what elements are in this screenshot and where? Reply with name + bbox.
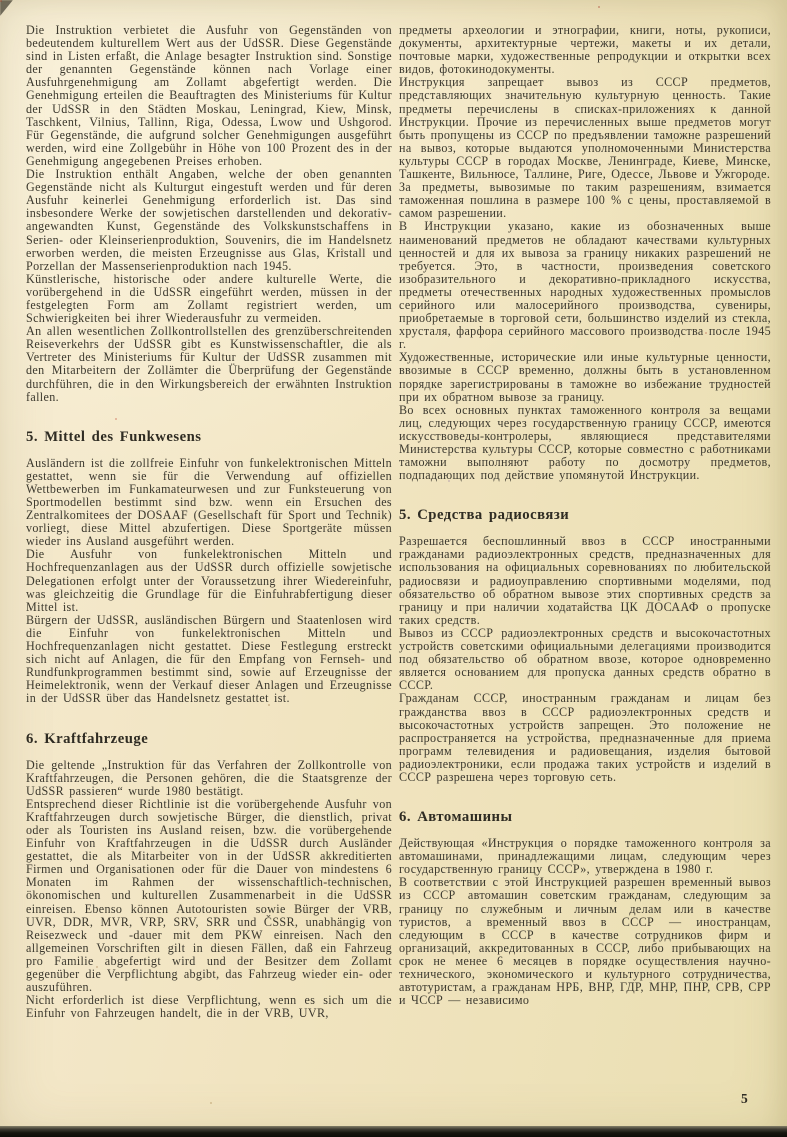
scan-corner-artifact — [0, 0, 13, 16]
paragraph-ru-8: Вывоз из СССР радиоэлектронных средств и высокочастотных устройств советскими официальными делегациями производится под обязательство об обратном ввозе, которое одновременно является основанием для пропуска данных средств обратно в СССР. — [399, 625, 771, 693]
paragraph-de-11: Nicht erforderlich ist diese Verpflichtung, wenn es sich um die Einfuhr von Fahrzeugen handelt, die in der VRB, UVR, — [26, 993, 392, 1021]
german-column — [26, 24, 392, 1020]
paragraph-ru-2: За предметы, вывозимые по таким разрешениям, взимается таможенная пошлина в размере 100 % с цены, проставляемой в самом разрешении. — [399, 180, 771, 221]
paragraph-de-2: Künstlerische, historische oder andere kulturelle Werte, die vorübergehend in die UdSSR eingeführt werden, müssen in der festgelegten Form am Zollamt registriert werden, um Schwierigkeiten bei ihrer Wiederausfuhr zu vermeiden. — [26, 271, 392, 326]
paragraph-ru-5: Во всех основных пунктах таможенного контроля за вещами лиц, следующих через государственную границу СССР, имеются искусствоведы-контролеры, являющиеся представителями Министерства культуры СССР, которые совместно с работниками таможни выполняют работу по досмотру предметов, подпадающих под действие упомянутой Инструкции. — [399, 402, 771, 483]
paragraph-de-5: Ausländern ist die zollfreie Einfuhr von funkelektronischen Mitteln gestattet, wenn sie für die Verwendung auf offiziellen Wettbewerben im Funkamateurwesen und zur Funksteuerung von Sportmodellen bestimmt sind bzw. wenn ein Ersuchen des Zentralkomitees der DOSAAF (Gesellschaft für Sport und Technik) vorliegt, diese Mittel abzufertigen. Diese Sportgeräte müssen wieder ins Ausland ausgeführt werden. — [26, 455, 392, 549]
paragraph-ru-0: предметы археологии и этнографии, книги, ноты, рукописи, документы, архитектурные чертежи, макеты и их детали, почтовые марки, художественные репродукции и открытки всех видов, фотокинодокументы. — [399, 23, 771, 77]
paragraph-ru-7: Разрешается беспошлинный ввоз в СССР иностранными гражданами радиоэлектронных средств, предназначенных для использования на официальных соревнованиях по любительской радиосвязи и радиоуправлению спортивными моделями, под обязательство об обратном вывозе этих спортивных средств за границу и при наличии ходатайства ЦК ДОСААФ о пропуске таких средств. — [399, 534, 771, 627]
paragraph-ru-11: Действующая «Инструкция о порядке таможенного контроля за автомашинами, принадлежащими лицам, следующим через государственную границу СССР», утверждена в 1980 г. — [399, 836, 771, 877]
section-heading-de-4: 5. Mittel des Funkwesens — [26, 428, 202, 445]
paragraph-ru-4: Художественные, исторические или иные культурные ценности, ввозимые в СССР временно, должны быть в установленном порядке зарегистрированы в таможне во избежание трудностей при их обратном вывозе за границу. — [399, 350, 771, 404]
paragraph-ru-12: В соответствии с этой Инструкцией разрешен временный вывоз из СССР автомашин советским гражданам, следующим за границу по служебным и личным делам или в качестве туристов, а временный ввоз в СССР — иностранцам, следующим в СССР в качестве сотрудников фирм и организаций, аккредитованных в СССР, либо прибывающих на срок не менее 6 месяцев в порядке осуществления научно-технического, экономического и культурного сотрудничества, автотуристам, а гражданам НРБ, ВНР, ГДР, МНР, ПНР, СРВ, СРР и ЧССР — независимо — [399, 875, 771, 1008]
paper-speckles — [0, 0, 2, 2]
section-heading-de-8: 6. Kraftfahrzeuge — [26, 730, 149, 747]
paragraph-ru-1: Инструкция запрещает вывоз из СССР предметов, представляющих значительную культурную ценность. Такие предметы перечислены в списках-приложениях к данной Инструкции. Прочие из перечисленных выше предметов могут быть пропущены из СССР по предъявлении таможне разрешений на вывоз, которые выдаются уполномоченными Министерства культуры СССР в городах Москве, Ленинграде, Киеве, Минске, Ташкенте, Вильнюсе, Таллине, Риге, Одессе, Львове и Ужгороде. — [399, 75, 772, 182]
paragraph-de-6: Die Ausfuhr von funkelektronischen Mitteln und Hochfrequenzanlagen aus der UdSSR durch offizielle sowjetische Delegationen erfolgt unter der Voraussetzung ihrer Wiedereinfuhr, was gleichzeitig die Grundlage für die Einfuhrabfertigung dieser Mittel ist. — [26, 547, 392, 614]
scan-bottom-edge-artifact — [0, 1126, 787, 1137]
paragraph-de-7: Bürgern der UdSSR, ausländischen Bürgern und Staatenlosen wird die Einfuhr von funkelektronischen Mitteln und Hochfrequenzanlagen nicht gestattet. Diese Festlegung erstreckt sich nicht auf Anlagen, die für den Empfang von Fernseh- und Rundfunkprogrammen bestimmt sind, sowie auf Erzeugnisse der Heimelektronik, wenn der Verkauf dieser Anlagen und Erzeugnisse in der UdSSR über das Handelsnetz gestattet ist. — [26, 612, 392, 706]
section-heading-ru-10: 6. Автомашины — [399, 809, 513, 826]
paragraph-de-10: Entsprechend dieser Richtlinie ist die vorübergehende Ausfuhr von Kraftfahrzeugen durch sowjetische Bürger, die dienstlich, privat oder als Touristen ins Ausland reisen, bzw. die vorübergehende Einfuhr von Kraftfahrzeugen in die UdSSR durch Ausländer gestattet, die als Mitarbeiter von in der UdSSR akkreditierten Firmen und Organisationen oder für die Dauer von mindestens 6 Monaten im Rahmen der wissenschaftlich-technischen, ökonomischen und kulturellen Zusammenarbeit in die UdSSR einreisen. Ebenso können Autotouristen sowie Bürger der VRB, UVR, DDR, MVR, VRP, SRV, SRR und ČSSR, unabhängig von Reisezweck und -dauer mit dem PKW einreisen. Nach den allgemeinen Vorschriften gilt in diesen Fällen, daß ein Fahrzeug pro Familie abgefertigt wird und der Besitzer dem Zollamt gegenüber die Verpflichtung abgibt, das Fahrzeug wieder ein- oder auszuführen. — [26, 796, 392, 995]
section-heading-ru-6: 5. Средства радиосвязи — [399, 507, 570, 524]
paragraph-ru-9: Гражданам СССР, иностранным гражданам и лицам без гражданства ввоз в СССР радиоэлектронных средств и высокочастотных устройств запрещен. Это положение не распространяется на устройства, предназначенные для приема программ телевидения и радиовещания, изделия бытовой радиоэлектроники, если продажа таких устройств и изделий в СССР разрешена через торговую сеть. — [399, 691, 771, 784]
paragraph-ru-3: В Инструкции указано, какие из обозначенных выше наименований предметов не обладают качествами культурных ценностей и для их вывоза за границу никаких разрешений не требуется. Это, в частности, произведения советского изобразительного и декоративно-прикладного искусства, предметы отечественных народных художественных промыслов серийного или малосерийного производства, сувениры, приобретаемые в торговой сети, большинство изделий из стекла, хрусталя, фарфора серийного массового производства после 1945 г. — [399, 219, 771, 352]
paragraph-de-1: Die Instruktion enthält Angaben, welche der oben genannten Gegenstände nicht als Kulturgut eingestuft werden und für deren Ausfuhr keinerlei Genehmigung erforderlich ist. Das sind insbesondere Werke der sowjetischen darstellenden und dekorativ-angewandten Kunst, Gegenstände des Volkskunstschaffens in Serien- oder Kleinserienproduktion, Souvenirs, die im Handelsnetz erworben werden, die meisten Erzeugnisse aus Glas, Kristall und Porzellan der Massenserienproduktion nach 1945. — [26, 167, 392, 273]
paragraph-de-3: An allen wesentlichen Zollkontrollstellen des grenzüberschreitenden Reiseverkehrs der UdSSR gibt es Kunstwissenschaftler, die als Vertreter des Ministeriums für Kultur der UdSSR zusammen mit den Mitarbeitern der Zollämter die Überprüfung der Gegenstände durchführen, die in den Wirkungsbereich der erwähnten Instruktion fallen. — [26, 324, 392, 404]
paragraph-de-9: Die geltende „Instruktion für das Verfahren der Zollkontrolle von Kraftfahrzeugen, die Personen gehören, die die Staatsgrenze der UdSSR passieren“ wurde 1980 bestätigt. — [26, 757, 392, 798]
paragraph-de-0: Die Instruktion verbietet die Ausfuhr von Gegenständen von bedeutendem kulturellem Wert aus der UdSSR. Diese Gegenstände sind in Listen erfaßt, die Anlage besagter Instruktion sind. Sonstige der genannten Gegenstände können nach Vorlage einer Ausfuhrgenehmigung am Zollamt abgefertigt werden. Die Genehmigung erteilen die Beauftragten des Ministeriums für Kultur der UdSSR in den Städten Moskau, Leningrad, Kiew, Minsk, Taschkent, Vilnius, Tallinn, Riga, Odessa, Lwow und Ushgorod. Für Gegenstände, die aufgrund solcher Genehmigungen ausgeführt werden, wird eine Zollgebühr in Höhe von 100 Prozent des in der Genehmigung angegebenen Preises erhoben. — [26, 23, 392, 168]
russian-column — [399, 24, 771, 1007]
page-number: 5 — [741, 1091, 749, 1106]
